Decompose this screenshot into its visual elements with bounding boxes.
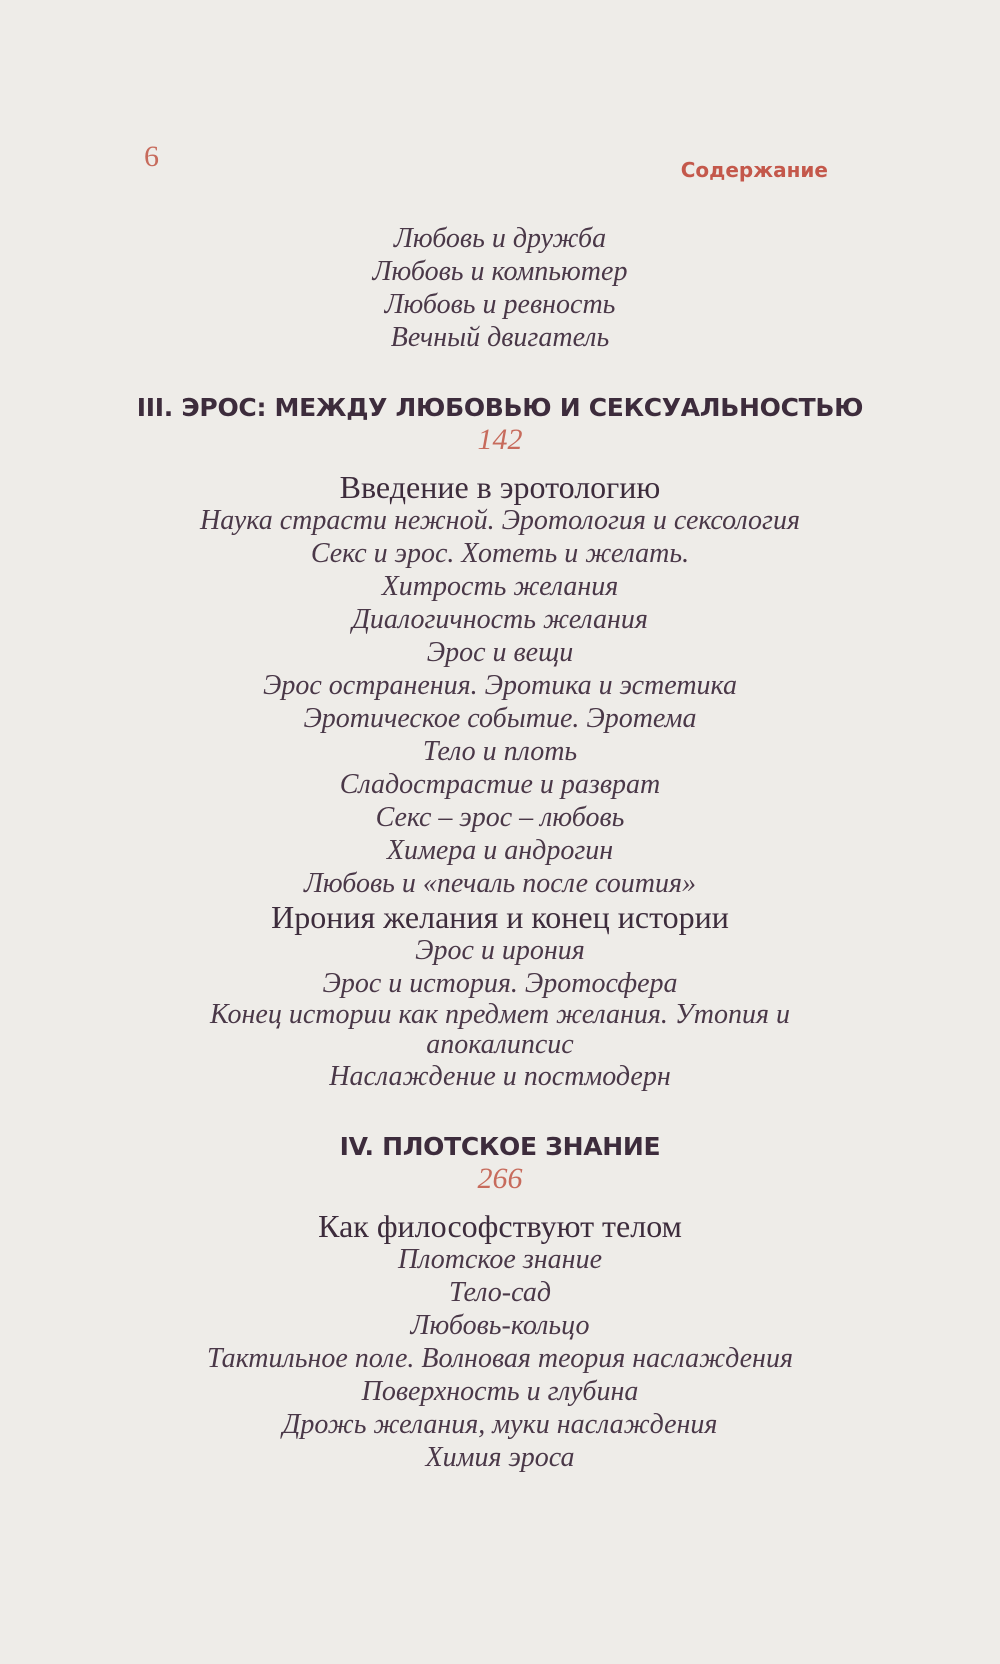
toc-entry: Любовь-кольцо: [410, 1310, 590, 1341]
toc-entry: Любовь и ревность: [384, 289, 616, 320]
toc-entry: Эротическое событие. Эротема: [303, 703, 697, 734]
chapter-title: Введение в эротологию: [339, 469, 661, 505]
toc-entry: Наука страсти нежной. Эротология и сексология: [200, 505, 800, 536]
table-of-contents: [0, 222, 1000, 1474]
toc-entry: Эрос и история. Эротосфера: [322, 968, 678, 999]
toc-entry: Хитрость желания: [381, 571, 619, 602]
toc-entry: Наслаждение и постмодерн: [329, 1061, 671, 1092]
toc-entry: Эрос и ирония: [415, 935, 585, 966]
toc-entry: Секс и эрос. Хотеть и желать.: [310, 538, 690, 569]
toc-entry: Химера и андрогин: [386, 835, 614, 866]
part-title: IV. ПЛОТСКОЕ ЗНАНИЕ: [339, 1132, 661, 1161]
toc-entry: Тело и плоть: [422, 736, 578, 767]
toc-entry: Секс – эрос – любовь: [375, 802, 625, 833]
part-page-number: 142: [477, 423, 523, 456]
intro-entries: [0, 222, 1000, 354]
toc-entry: Вечный двигатель: [390, 322, 610, 353]
page-number: 6: [144, 140, 159, 173]
toc-entry: Поверхность и глубина: [361, 1376, 639, 1407]
toc-entry: Любовь и компьютер: [372, 256, 628, 287]
part-title: III. ЭРОС: МЕЖДУ ЛЮБОВЬЮ И СЕКСУАЛЬНОСТЬЮ: [136, 393, 864, 422]
toc-entry: Сладострастие и разврат: [339, 769, 661, 800]
toc-entry: Дрожь желания, муки наслаждения: [282, 1409, 718, 1440]
toc-entry: Любовь и «печаль после соития»: [303, 868, 697, 899]
chapter-title: Ирония желания и конец истории: [271, 899, 729, 935]
toc-entry: Любовь и дружба: [393, 223, 607, 254]
chapter-title: Как философствуют телом: [318, 1208, 682, 1244]
toc-entry: Тактильное поле. Волновая теория наслаждения: [207, 1343, 793, 1374]
toc-entry: Тело-сад: [448, 1277, 552, 1308]
toc-entry: Конец истории как предмет желания. Утопия и апокалипсис: [210, 999, 790, 1060]
toc-entry: Эрос и вещи: [426, 637, 574, 668]
toc-entry: Диалогичность желания: [352, 604, 648, 635]
part-page-number: 266: [477, 1162, 523, 1195]
toc-entry: Эрос остранения. Эротика и эстетика: [263, 670, 737, 701]
running-head: Содержание: [680, 158, 828, 182]
toc-entry: Химия эроса: [425, 1442, 575, 1473]
toc-entry: Плотское знание: [397, 1244, 602, 1275]
